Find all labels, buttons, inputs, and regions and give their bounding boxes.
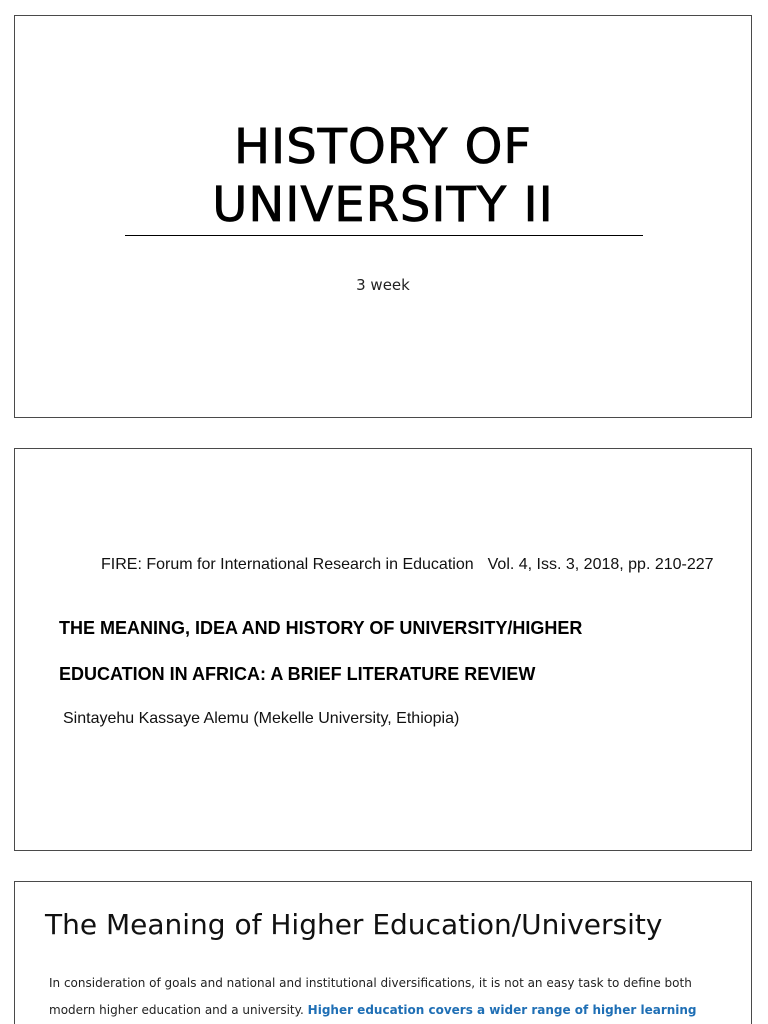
article-title-line-2: EDUCATION IN AFRICA: A BRIEF LITERATURE REVIEW bbox=[59, 664, 536, 684]
slide-body-text bbox=[49, 970, 729, 1024]
article-author: Sintayehu Kassaye Alemu (Mekelle University, Ethiopia) bbox=[63, 710, 460, 727]
body-line-1: In consideration of goals and national and institutional diversifications, it is not an easy task to define both bbox=[49, 976, 692, 990]
article-title-line-1: THE MEANING, IDEA AND HISTORY OF UNIVERSITY/HIGHER bbox=[59, 618, 583, 638]
journal-name: FIRE: Forum for International Research in Education bbox=[101, 556, 474, 573]
title-line-2: UNIVERSITY II bbox=[212, 177, 554, 233]
journal-volume: Vol. 4, Iss. 3, 2018, pp. 210-227 bbox=[487, 556, 714, 573]
title-divider bbox=[125, 235, 643, 236]
article-title bbox=[59, 605, 699, 697]
slide-subtitle: 3 week bbox=[356, 276, 410, 294]
body-line-2-text: modern higher education and a university. bbox=[49, 1003, 308, 1017]
reference-slide bbox=[14, 448, 752, 851]
title-line-1: HISTORY OF bbox=[233, 119, 533, 175]
slide-heading: The Meaning of Higher Education/University bbox=[45, 908, 663, 941]
title-slide bbox=[14, 15, 752, 418]
body-line-2 bbox=[49, 997, 729, 1024]
journal-citation bbox=[101, 556, 714, 574]
slide-title bbox=[15, 118, 751, 234]
content-slide bbox=[14, 881, 752, 1024]
body-highlight-text: Higher education covers a wider range of higher learning bbox=[307, 1003, 697, 1017]
